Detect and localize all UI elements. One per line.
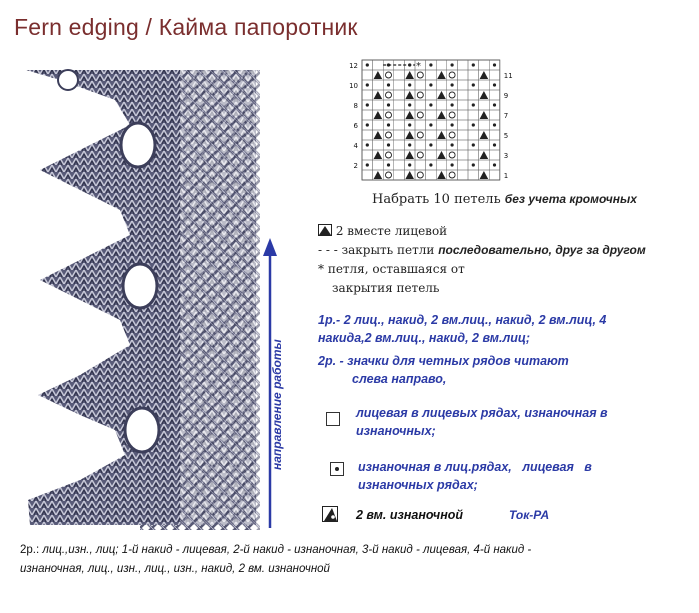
chart-purl-symbol — [387, 123, 390, 126]
chart-purl-symbol — [451, 63, 454, 66]
chart-row-label-odd: 1 — [503, 172, 509, 180]
chart-purl-symbol — [429, 143, 432, 146]
chart-star-symbol: * — [416, 61, 421, 72]
direction-label: направление работы — [270, 339, 284, 470]
chart-purl-symbol — [493, 83, 496, 86]
footer-label: 2р.: — [20, 544, 40, 556]
chart-purl-symbol — [429, 103, 432, 106]
chart-purl-symbol — [366, 83, 369, 86]
legend-top — [318, 222, 646, 298]
chart-purl-symbol — [451, 103, 454, 106]
chart-row-label-even: 4 — [353, 142, 358, 150]
bind-off-emphasis: последовательно, друг за другом — [438, 243, 646, 257]
footer-text-1: лиц.,изн., лиц; 1-й накид - лицевая, 2-й накид - изнаночная, 3-й накид - лицевая, 4-й накид - — [39, 544, 532, 556]
chart-purl-symbol — [366, 163, 369, 166]
chart-purl-symbol — [387, 83, 390, 86]
chart-purl-symbol — [366, 63, 369, 66]
purl2tog-label: 2 вм. изнаночной — [356, 508, 464, 522]
symbol-square-line2: изнаночных; — [356, 424, 436, 438]
knit-square-icon — [326, 412, 340, 426]
chart-row-label-even: 10 — [349, 82, 358, 90]
chart-purl-symbol — [408, 143, 411, 146]
page-title: Fern edging / Кайма папоротник — [14, 14, 358, 40]
chart-purl-symbol — [429, 163, 432, 166]
row1-instructions — [318, 311, 606, 347]
purl-dot-icon — [330, 462, 344, 476]
k2tog-label: 2 вместе лицевой — [335, 224, 448, 238]
chart-purl-symbol — [472, 123, 475, 126]
chart-purl-symbol — [451, 163, 454, 166]
chart-purl-symbol — [408, 163, 411, 166]
footer-line2: изнаночная, лиц., изн., лиц., изн., накид, 2 вм. изнаночной — [20, 563, 330, 575]
k2tog-icon — [318, 224, 332, 236]
cast-on-emphasis: без учета кромочных — [504, 192, 637, 206]
chart-purl-symbol — [387, 143, 390, 146]
chart-purl-symbol — [408, 83, 411, 86]
row1-line1: 1р.- 2 лиц., накид, 2 вм.лиц., накид, 2 вм.лиц, 4 — [318, 313, 607, 327]
chart-purl-symbol — [429, 123, 432, 126]
footer-line1 — [20, 541, 531, 560]
legend-k2tog — [318, 222, 646, 241]
chart-row-label-odd: 11 — [503, 72, 513, 80]
symbol-dot-line2: изнаночных рядах; — [358, 478, 478, 492]
chart-purl-symbol — [493, 103, 496, 106]
chart-purl-symbol — [493, 123, 496, 126]
chart-purl-symbol — [472, 163, 475, 166]
chart-purl-symbol — [472, 63, 475, 66]
chart-purl-symbol — [366, 143, 369, 146]
knitting-chart — [344, 54, 513, 182]
row2-instructions — [318, 352, 569, 388]
symbol-dot-text — [358, 458, 592, 494]
chart-purl-symbol — [493, 63, 496, 66]
legend-remaining-2: закрытия петель — [332, 281, 440, 295]
legend-remaining-1: * петля, оставшаяся от — [318, 262, 465, 276]
chart-purl-symbol — [451, 143, 454, 146]
lace-edging-photo — [20, 60, 260, 530]
chart-purl-symbol — [387, 103, 390, 106]
chart-row-label-even: 12 — [349, 62, 358, 70]
chart-row-label-odd: 3 — [503, 152, 509, 160]
chart-purl-symbol — [451, 83, 454, 86]
bind-off-label: - - - закрыть петли — [318, 243, 439, 257]
symbol-dot-line1: изнаночная в лиц.рядах, лицевая в — [358, 460, 592, 474]
chart-purl-symbol — [472, 143, 475, 146]
chart-row-label-odd: 9 — [503, 92, 509, 100]
chart-purl-symbol — [408, 103, 411, 106]
chart-purl-symbol — [429, 63, 432, 66]
cast-on-text: Набрать 10 петель — [372, 192, 501, 207]
chart-row-label-even: 6 — [353, 122, 358, 130]
chart-row-label-odd: 5 — [503, 132, 509, 140]
row1-line2: накида,2 вм.лиц., накид, 2 вм.лиц; — [318, 331, 531, 345]
chart-purl-symbol — [472, 103, 475, 106]
cast-on-instruction — [372, 192, 637, 207]
symbol-square-text — [356, 404, 608, 440]
chart-purl-symbol — [493, 143, 496, 146]
author-signature: Ток-РА — [509, 508, 550, 522]
chart-row-label-even: 2 — [353, 162, 358, 170]
chart-purl-symbol — [493, 163, 496, 166]
chart-purl-symbol — [408, 123, 411, 126]
chart-purl-symbol — [472, 83, 475, 86]
chart-row-label-odd: 7 — [503, 112, 509, 120]
chart-purl-symbol — [366, 103, 369, 106]
row2-detail-footer — [20, 541, 531, 579]
chart-purl-symbol — [387, 163, 390, 166]
purl2tog-icon — [322, 506, 338, 522]
row2-line1: 2р. - значки для четных рядов читают — [318, 354, 569, 368]
chart-purl-symbol — [366, 123, 369, 126]
row2-line2: слева направо, — [352, 372, 447, 386]
chart-purl-symbol — [429, 83, 432, 86]
symbol-square-line1: лицевая в лицевых рядах, изнаночная в — [356, 406, 608, 420]
chart-row-label-even: 8 — [353, 102, 358, 110]
legend-bind-off — [318, 241, 646, 260]
chart-purl-symbol — [451, 123, 454, 126]
